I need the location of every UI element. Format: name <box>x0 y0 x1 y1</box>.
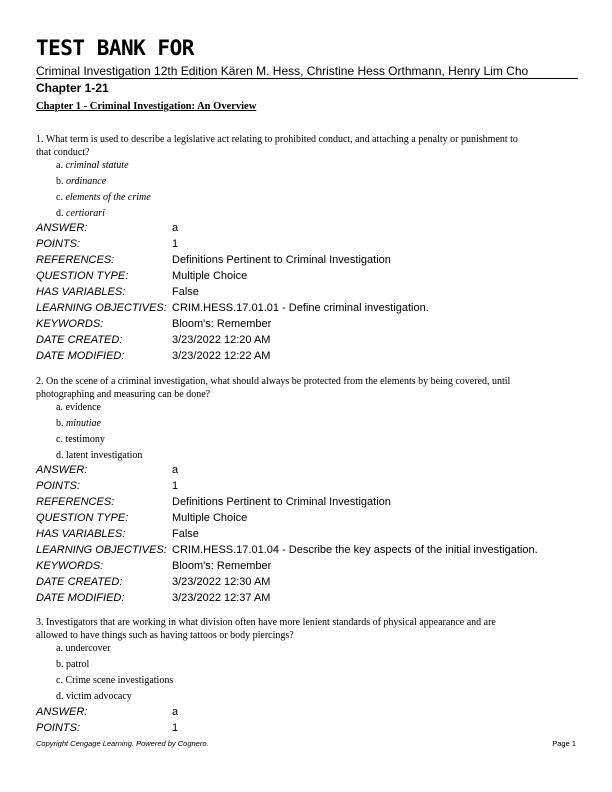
footer-page-number: Page 1 <box>552 739 576 748</box>
question-1-option-b: b. ordinance <box>56 176 107 187</box>
question-1-option-a: a. criminal statute <box>56 160 129 171</box>
q2-keywords-row: KEYWORDS: Bloom's: Remember <box>36 560 272 572</box>
q2-learning-objectives-row: LEARNING OBJECTIVES: CRIM.HESS.17.01.04 - Describe the key aspects of the initial investigation. <box>36 544 538 556</box>
question-1-option-d: d. certiorari <box>56 208 105 219</box>
question-3-option-a: a. undercover <box>56 643 111 654</box>
question-2-option-d: d. latent investigation <box>56 450 143 461</box>
question-1-text: 1. What term is used to describe a legislative act relating to prohibited conduct, and attaching a penalty or punishment to that conduct? <box>36 134 518 158</box>
question-3-option-c: c. Crime scene investigations <box>56 675 174 686</box>
footer-copyright: Copyright Cengage Learning. Powered by Cognero. <box>36 739 209 748</box>
q2-references-row: REFERENCES: Definitions Pertinent to Criminal Investigation <box>36 496 391 508</box>
q2-date-modified-row: DATE MODIFIED: 3/23/2022 12:37 AM <box>36 592 271 604</box>
q3-points-row: POINTS: 1 <box>36 722 179 734</box>
question-2-option-b: b. minutiae <box>56 418 101 429</box>
q1-learning-objectives-row: LEARNING OBJECTIVES: CRIM.HESS.17.01.01 - Define criminal investigation. <box>36 302 429 314</box>
q1-date-created-row: DATE CREATED: 3/23/2022 12:20 AM <box>36 334 271 346</box>
header-divider <box>36 78 578 79</box>
book-subtitle: Criminal Investigation 12th Edition Kären M. Hess, Christine Hess Orthmann, Henry Lim Cho <box>36 64 529 78</box>
question-3-option-b: b. patrol <box>56 659 90 670</box>
question-1-option-c: c. elements of the crime <box>56 192 151 203</box>
question-3-option-d: d. victim advocacy <box>56 691 132 702</box>
question-2-option-a: a. evidence <box>56 402 101 413</box>
q2-has-variables-row: HAS VARIABLES: False <box>36 528 199 540</box>
section-title: Chapter 1 - Criminal Investigation: An Overview <box>36 101 257 112</box>
document-title: TEST BANK FOR <box>36 36 194 60</box>
q2-date-created-row: DATE CREATED: 3/23/2022 12:30 AM <box>36 576 271 588</box>
q1-references-row: REFERENCES: Definitions Pertinent to Criminal Investigation <box>36 254 391 266</box>
q1-has-variables-row: HAS VARIABLES: False <box>36 286 199 298</box>
q2-points-row: POINTS: 1 <box>36 480 179 492</box>
q1-question-type-row: QUESTION TYPE: Multiple Choice <box>36 270 248 282</box>
q2-answer-row: ANSWER: a <box>36 464 179 476</box>
q1-keywords-row: KEYWORDS: Bloom's: Remember <box>36 318 272 330</box>
q2-question-type-row: QUESTION TYPE: Multiple Choice <box>36 512 248 524</box>
q1-points-row: POINTS: 1 <box>36 238 179 250</box>
question-2-option-c: c. testimony <box>56 434 105 445</box>
question-2-text: 2. On the scene of a criminal investigation, what should always be protected from the elements by being covered, until photographing and measuring can be done? <box>36 376 511 400</box>
q3-answer-row: ANSWER: a <box>36 706 179 718</box>
chapter-range: Chapter 1-21 <box>36 81 109 95</box>
q1-answer-row: ANSWER: a <box>36 222 179 234</box>
question-3-text: 3. Investigators that are working in what division often have more lenient standards of physical appearance and are allowed to have things such as having tattoos or body piercings? <box>36 617 496 641</box>
q1-date-modified-row: DATE MODIFIED: 3/23/2022 12:22 AM <box>36 350 271 362</box>
